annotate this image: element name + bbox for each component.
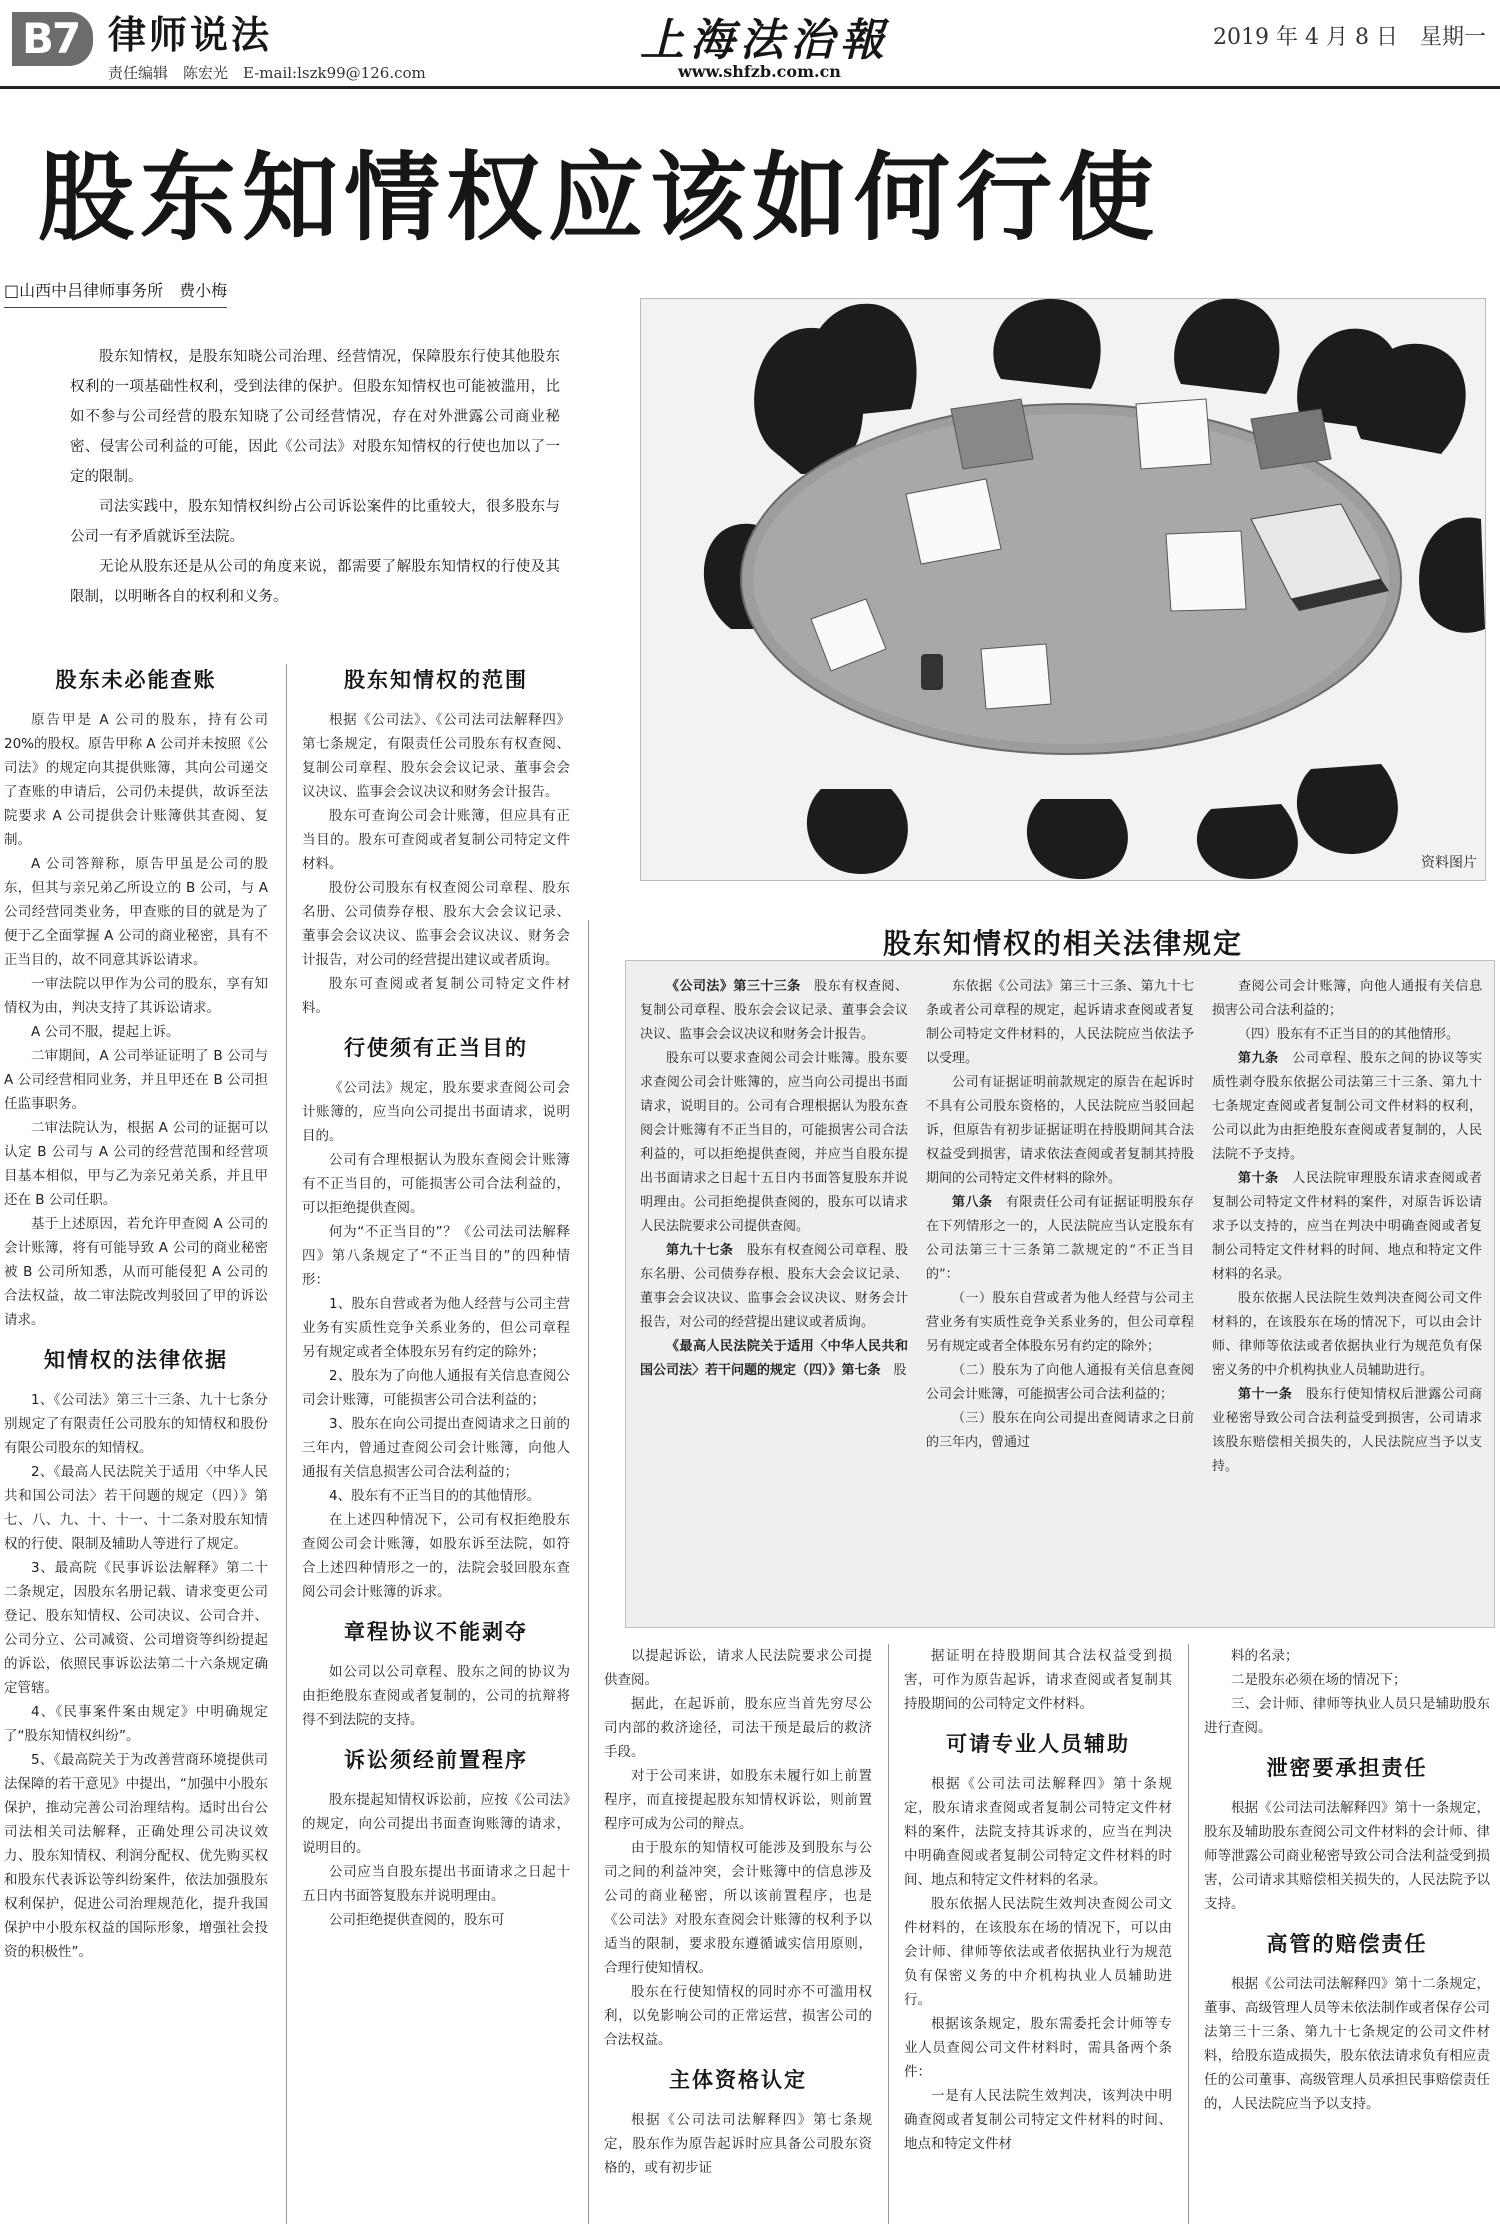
header-divider (0, 86, 1500, 89)
paragraph: 根据《公司法司法解释四》第十二条规定，董事、高级管理人员等未依法制作或者保存公司法第三十三条、第九十七条规定的公司文件材料，给股东造成损失，股东依法请求负有相应责任的公司董事、高级管理人员承担民事赔偿责任的，人民法院应当予以支持。 (1204, 1976, 1490, 2112)
regulation-paragraph (640, 1335, 908, 1383)
regulation-paragraph (926, 1407, 1194, 1455)
paragraph: 股东依据人民法院生效判决查阅公司文件材料的，在该股东在场的情况下，可以由会计师、律师等依法或者依据执业行为规范负有保密义务的中介机构执业人员辅助进行。 (904, 1896, 1172, 2008)
meeting-table-photo (640, 298, 1486, 881)
paragraph: 根据该条规定，股东需委托会计师等专业人员查阅公司文件材料时，需具备两个条件： (904, 2016, 1172, 2080)
regulation-paragraph (1212, 975, 1482, 1023)
paragraph: 一审法院以甲作为公司的股东，享有知情权为由，判决支持了其诉讼请求。 (4, 976, 268, 1016)
regulation-text: 有限责任公司有证据证明股东存在下列情形之一的，人民法院应当认定股东有公司法第三十三条第二款规定的“不正当目的”： (926, 1195, 1194, 1282)
paragraph: 股东在行使知情权的同时亦不可滥用权利，以免影响公司的正常运营，损害公司的合法权益。 (604, 1984, 872, 2048)
regulation-paragraph (640, 1239, 908, 1335)
section-heading: 章程协议不能剥夺 (344, 1620, 528, 1644)
section-heading: 高管的赔偿责任 (1266, 1932, 1428, 1956)
regulation-text: 人民法院审理股东请求查阅或者复制公司特定文件材料的案件，对原告诉讼请求予以支持的，应当在判决中明确查阅或者复制公司特定文件材料的时间、地点和特定文件材料的名录。 (1212, 1171, 1482, 1282)
paragraph: 根据《公司法司法解释四》第十一条规定，股东及辅助股东查阅公司文件材料的会计师、律师等泄露公司商业秘密导致公司合法利益受到损害，公司请求其赔偿相关损失的，人民法院予以支持。 (1204, 1800, 1490, 1912)
article-intro (70, 342, 560, 612)
section-title: 律师说法 (108, 13, 273, 57)
regulations-column-1 (640, 975, 908, 1615)
paragraph: 根据《公司法》、《公司法司法解释四》第七条规定，有限责任公司股东有权查阅、复制公司章程、股东会会议记录、董事会会议决议、监事会会议决议和财务会计报告。 (302, 712, 570, 800)
regulation-article-label: 第八条 (952, 1195, 1006, 1210)
regulation-paragraph (1212, 1023, 1482, 1047)
paragraph: 3、股东在向公司提出查阅请求之日前的三年内，曾通过查阅公司会计账簿，向他人通报有关信息损害公司合法利益的； (302, 1416, 570, 1480)
article-headline: 股东知情权应该如何行使 (38, 142, 1160, 254)
regulation-text: 公司有证据证明前款规定的原告在起诉时不具有公司股东资格的，人民法院应当驳回起诉，但原告有初步证据证明在持股期间其合法权益受到损害，请求依法查阅或者复制其持股期间的公司特定文件材料的除外。 (926, 1075, 1194, 1186)
regulations-column-3 (1212, 975, 1482, 1615)
regulation-text: 股 (893, 1363, 907, 1378)
paragraph: 股东可查阅或者复制公司特定文件材料。 (302, 976, 570, 1016)
photo-caption: 资料图片 (1421, 855, 1477, 871)
section-heading: 股东未必能查账 (55, 668, 217, 692)
regulation-paragraph (1212, 1287, 1482, 1383)
paragraph: 4、股东有不正当目的的其他情形。 (329, 1488, 541, 1504)
regulation-text: 股东可以要求查阅公司会计账簿。股东要求查阅公司会计账簿的，应当向公司提出书面请求，说明目的。公司有合理根据认为股东查阅会计账簿有不正当目的，可能损害公司合法利益的，可以拒绝提供查阅，并应当自股东提出书面请求之日起十五日内书面答复股东并说明理由。公司拒绝提供查阅的，股东可以请求人民法院要求公司提供查阅。 (640, 1051, 908, 1234)
column-2 (302, 664, 570, 2224)
paragraph: 二是股东必须在场的情况下； (1231, 1672, 1407, 1688)
column-rule (588, 920, 589, 2224)
regulation-article-label: 第九十七条 (666, 1243, 747, 1258)
regulation-article-label: 第九条 (1238, 1051, 1293, 1066)
intro-paragraph: 股东知情权，是股东知晓公司治理、经营情况，保障股东行使其他股东权利的一项基础性权利，受到法律的保护。但股东知情权也可能被滥用，比如不参与公司经营的股东知晓了公司经营情况，存在对外泄露公司商业秘密、侵害公司利益的可能，因此《公司法》对股东知情权的行使也加以了一定的限制。 (70, 349, 560, 485)
regulation-article-label: 第十一条 (1238, 1387, 1306, 1402)
paragraph: 据证明在持股期间其合法权益受到损害，可作为原告起诉，请求查阅或者复制其持股期间的公司特定文件材料。 (904, 1648, 1172, 1712)
regulation-text: 股东有权查阅公司章程、股东名册、公司债券存根、股东大会会议记录、董事会会议决议、监事会会议决议、财务会计报告，对公司的经营提出建议或者质询。 (640, 1243, 908, 1330)
paragraph: 股东提起知情权诉讼前，应按《公司法》的规定，向公司提出书面查询账簿的请求，说明目的。 (302, 1792, 570, 1856)
paragraph: 股东可查询公司会计账簿，但应具有正当目的。股东可查阅或者复制公司特定文件材料。 (302, 808, 570, 872)
intro-paragraph: 司法实践中，股东知情权纠纷占公司诉讼案件的比重较大，很多股东与公司一有矛盾就诉至法院。 (70, 499, 560, 545)
regulation-text: 东依据《公司法》第三十三条、第九十七条或者公司章程的规定，起诉请求查阅或者复制公司特定文件材料的，人民法院应当依法予以受理。 (926, 979, 1194, 1066)
paragraph: 公司有合理根据认为股东查阅会计账簿有不正当目的，可能损害公司合法利益的，可以拒绝提供查阅。 (302, 1152, 570, 1216)
section-heading: 泄密要承担责任 (1266, 1756, 1428, 1780)
paragraph: 由于股东的知情权可能涉及到股东与公司之间的利益冲突，会计账簿中的信息涉及公司的商业秘密，所以该前置程序，也是《公司法》对股东查阅会计账簿的权利予以适当的限制，要求股东遵循诚实信用原则，合理行使知情权。 (604, 1840, 872, 1976)
article-byline: □山西中吕律师事务所 费小梅 (4, 278, 227, 308)
column-rule (1188, 1644, 1189, 2224)
issue-date: 2019 年 4 月 8 日 星期一 (1213, 25, 1486, 50)
paragraph: 一是有人民法院生效判决，该判决中明确查阅或者复制公司特定文件材料的时间、地点和特定文件材 (904, 2088, 1172, 2152)
paragraph: 4、《民事案件案由规定》中明确规定了“股东知情权纠纷”。 (4, 1704, 268, 1744)
paragraph: 根据《公司法司法解释四》第十条规定，股东请求查阅或者复制公司特定文件材料的案件，法院支持其诉求的，应当在判决中明确查阅或者复制公司特定文件材料的时间、地点和特定文件材料的名录。 (904, 1776, 1172, 1888)
regulation-text: 股东依据人民法院生效判决查阅公司文件材料的，在该股东在场的情况下，可以由会计师、律师等依法或者依据执业行为规范负有保密义务的中介机构执业人员辅助进行。 (1212, 1291, 1482, 1378)
paragraph: 二审期间，A 公司举证证明了 B 公司与 A 公司经营相同业务，并且甲还在 B 公司担任监事职务。 (4, 1048, 268, 1112)
section-heading: 诉讼须经前置程序 (344, 1748, 528, 1772)
paragraph: 基于上述原因，若允许甲查阅 A 公司的会计账簿，将有可能导致 A 公司的商业秘密被 B 公司所知悉，从而可能侵犯 A 公司的合法权益，故二审法院改判驳回了甲的诉讼请求。 (4, 1216, 268, 1328)
section-heading: 可请专业人员辅助 (946, 1732, 1130, 1756)
paragraph: 二审法院认为，根据 A 公司的证据可以认定 B 公司与 A 公司的经营范围和经营项目基本相似，甲与乙为亲兄弟关系，并且甲还在 B 公司任职。 (4, 1120, 268, 1208)
paragraph: 原告甲是 A 公司的股东，持有公司 20%的股权。原告甲称 A 公司并未按照《公司法》的规定向其提供账簿，其向公司递交了查账的申请后，公司仍未提供，故诉至法院要求 A 公司提供会计账簿供其查阅、复制。 (4, 712, 268, 848)
section-heading: 行使须有正当目的 (344, 1036, 528, 1060)
regulation-paragraph (926, 975, 1194, 1071)
regulations-title: 股东知情权的相关法律规定 (882, 927, 1243, 960)
column-rule (286, 664, 287, 2224)
paragraph: 如公司以公司章程、股东之间的协议为由拒绝股东查阅或者复制的，公司的抗辩将得不到法院的支持。 (302, 1664, 570, 1728)
regulation-text: 公司章程、股东之间的协议等实质性剥夺股东依据公司法第三十三条、第九十七条规定查阅或者复制公司文件材料的权利，公司以此为由拒绝股东查阅或者复制的，人民法院不予支持。 (1212, 1051, 1482, 1162)
paragraph: 何为“不正当目的”？《公司法司法解释四》第八条规定了“不正当目的”的四种情形： (302, 1224, 570, 1288)
regulation-paragraph (926, 1191, 1194, 1287)
intro-paragraph: 无论从股东还是从公司的角度来说，都需要了解股东知情权的行使及其限制，以明晰各自的权利和义务。 (70, 559, 560, 605)
regulation-paragraph (640, 975, 908, 1047)
column-3 (604, 1644, 872, 2224)
regulation-text: （二）股东为了向他人通报有关信息查阅公司会计账簿，可能损害公司合法利益的； (926, 1363, 1194, 1402)
column-rule (888, 1644, 889, 2224)
paragraph: 根据《公司法司法解释四》第七条规定，股东作为原告起诉时应具备公司股东资格的，或有初步证 (604, 2112, 872, 2176)
regulation-text: 股东有权查阅、复制公司章程、股东会会议记录、董事会会议决议、监事会会议决议和财务会计报告。 (640, 979, 908, 1042)
regulation-article-label: 《公司法》第三十三条 (666, 979, 815, 994)
paragraph: 股份公司股东有权查阅公司章程、股东名册、公司债券存根、股东大会会议记录、董事会会议决议、监事会会议决议、财务会计报告，对公司的经营提出建议或者质询。 (302, 880, 570, 968)
paragraph: A 公司不服，提起上诉。 (31, 1024, 180, 1040)
paragraph: 2、股东为了向他人通报有关信息查阅公司会计账簿，可能损害公司合法利益的； (302, 1368, 570, 1408)
paragraph: 公司拒绝提供查阅的，股东可 (329, 1912, 505, 1928)
meeting-table-illustration (641, 299, 1485, 880)
section-heading: 知情权的法律依据 (44, 1348, 228, 1372)
regulation-article-label: 《最高人民法院关于适用〈中华人民共和国公司法〉若干问题的规定（四）》第七条 (640, 1339, 908, 1378)
paragraph: 以提起诉讼，请求人民法院要求公司提供查阅。 (604, 1648, 872, 1688)
regulation-paragraph (1212, 1047, 1482, 1167)
regulation-paragraph (1212, 1167, 1482, 1287)
column-5 (1204, 1644, 1490, 2224)
section-heading: 股东知情权的范围 (344, 668, 528, 692)
paragraph: 对于公司来讲，如股东未履行如上前置程序，而直接提起股东知情权诉讼，则前置程序可成为公司的辩点。 (604, 1768, 872, 1832)
regulation-text: 股东行使知情权后泄露公司商业秘密导致公司合法利益受到损害，公司请求该股东赔偿相关损失的，人民法院应当予以支持。 (1212, 1387, 1482, 1474)
regulation-article-label: 第十条 (1238, 1171, 1293, 1186)
paragraph: 公司应当自股东提出书面请求之日起十五日内书面答复股东并说明理由。 (302, 1864, 570, 1904)
regulation-paragraph (926, 1359, 1194, 1407)
regulation-paragraph (640, 1047, 908, 1239)
paragraph: 3、最高院《民事诉讼法解释》第二十二条规定，因股东名册记载、请求变更公司登记、股东知情权、公司决议、公司合并、公司分立、公司减资、公司增资等纠纷提起的诉讼，依照民事诉讼法第二十六条规定确定管辖。 (4, 1560, 268, 1696)
paragraph: 料的名录； (1231, 1648, 1299, 1664)
paragraph: A 公司答辩称，原告甲虽是公司的股东，但其与亲兄弟乙所设立的 B 公司，与 A 公司经营同类业务，甲查账的目的就是为了便于乙全面掌握 A 公司的商业秘密，具有不正当目的，故不同意其诉讼请求。 (4, 856, 268, 968)
paragraph: 《公司法》规定，股东要求查阅公司会计账簿的，应当向公司提出书面请求，说明目的。 (302, 1080, 570, 1144)
regulation-text: （一）股东自营或者为他人经营与公司主营业务有实质性竞争关系业务的，但公司章程另有规定或者全体股东另有约定的除外； (926, 1291, 1194, 1354)
editor-info: 责任编辑 陈宏光 E-mail:lszk99@126.com (108, 64, 426, 82)
regulation-text: 查阅公司会计账簿，向他人通报有关信息损害公司合法利益的； (1212, 979, 1482, 1018)
paragraph: 2、《最高人民法院关于适用〈中华人民共和国公司法〉若干问题的规定（四）》第七、八、九、十、十一、十二条对股东知情权的行使、限制及辅助人等进行了规定。 (4, 1464, 268, 1552)
column-4 (904, 1644, 1172, 2224)
newspaper-url[interactable]: www.shfzb.com.cn (678, 62, 841, 81)
page-number: B7 (12, 12, 93, 66)
paragraph: 5、《最高院关于为改善营商环境提供司法保障的若干意见》中提出，“加强中小股东保护，推动完善公司治理结构。适时出台公司法相关司法解释，正确处理公司决议效力、股东知情权、利润分配权、优先购买权和股东代表诉讼等纠纷案件，依法加强股东权利保护，促进公司治理规范化，提升我国保护中小股东权益的国际形象，增强社会投资的积极性”。 (4, 1752, 268, 1960)
regulation-paragraph (926, 1071, 1194, 1191)
paragraph: 在上述四种情况下，公司有权拒绝股东查阅公司会计账簿，如股东诉至法院，如符合上述四种情形之一的，法院会驳回股东查阅公司会计账簿的诉求。 (302, 1512, 570, 1600)
regulations-box (625, 960, 1495, 1628)
paragraph: 1、股东自营或者为他人经营与公司主营业务有实质性竞争关系业务的，但公司章程另有规定或者全体股东另有约定的除外； (302, 1296, 570, 1360)
column-1 (4, 664, 268, 2224)
paragraph: 1、《公司法》第三十三条、九十七条分别规定了有限责任公司股东的知情权和股份有限公司股东的知情权。 (4, 1392, 268, 1456)
paragraph: 据此，在起诉前，股东应当首先穷尽公司内部的救济途径，司法干预是最后的救济手段。 (604, 1696, 872, 1760)
regulation-text: （四）股东有不正当目的的其他情形。 (1238, 1027, 1460, 1042)
newspaper-logo: 上海法治報 (640, 15, 890, 66)
regulations-column-2 (926, 975, 1194, 1615)
regulation-paragraph (1212, 1383, 1482, 1479)
paragraph: 三、会计师、律师等执业人员只是辅助股东进行查阅。 (1204, 1696, 1490, 1736)
section-heading: 主体资格认定 (669, 2068, 807, 2092)
regulation-paragraph (926, 1287, 1194, 1359)
regulation-text: （三）股东在向公司提出查阅请求之日前的三年内，曾通过 (926, 1411, 1194, 1450)
